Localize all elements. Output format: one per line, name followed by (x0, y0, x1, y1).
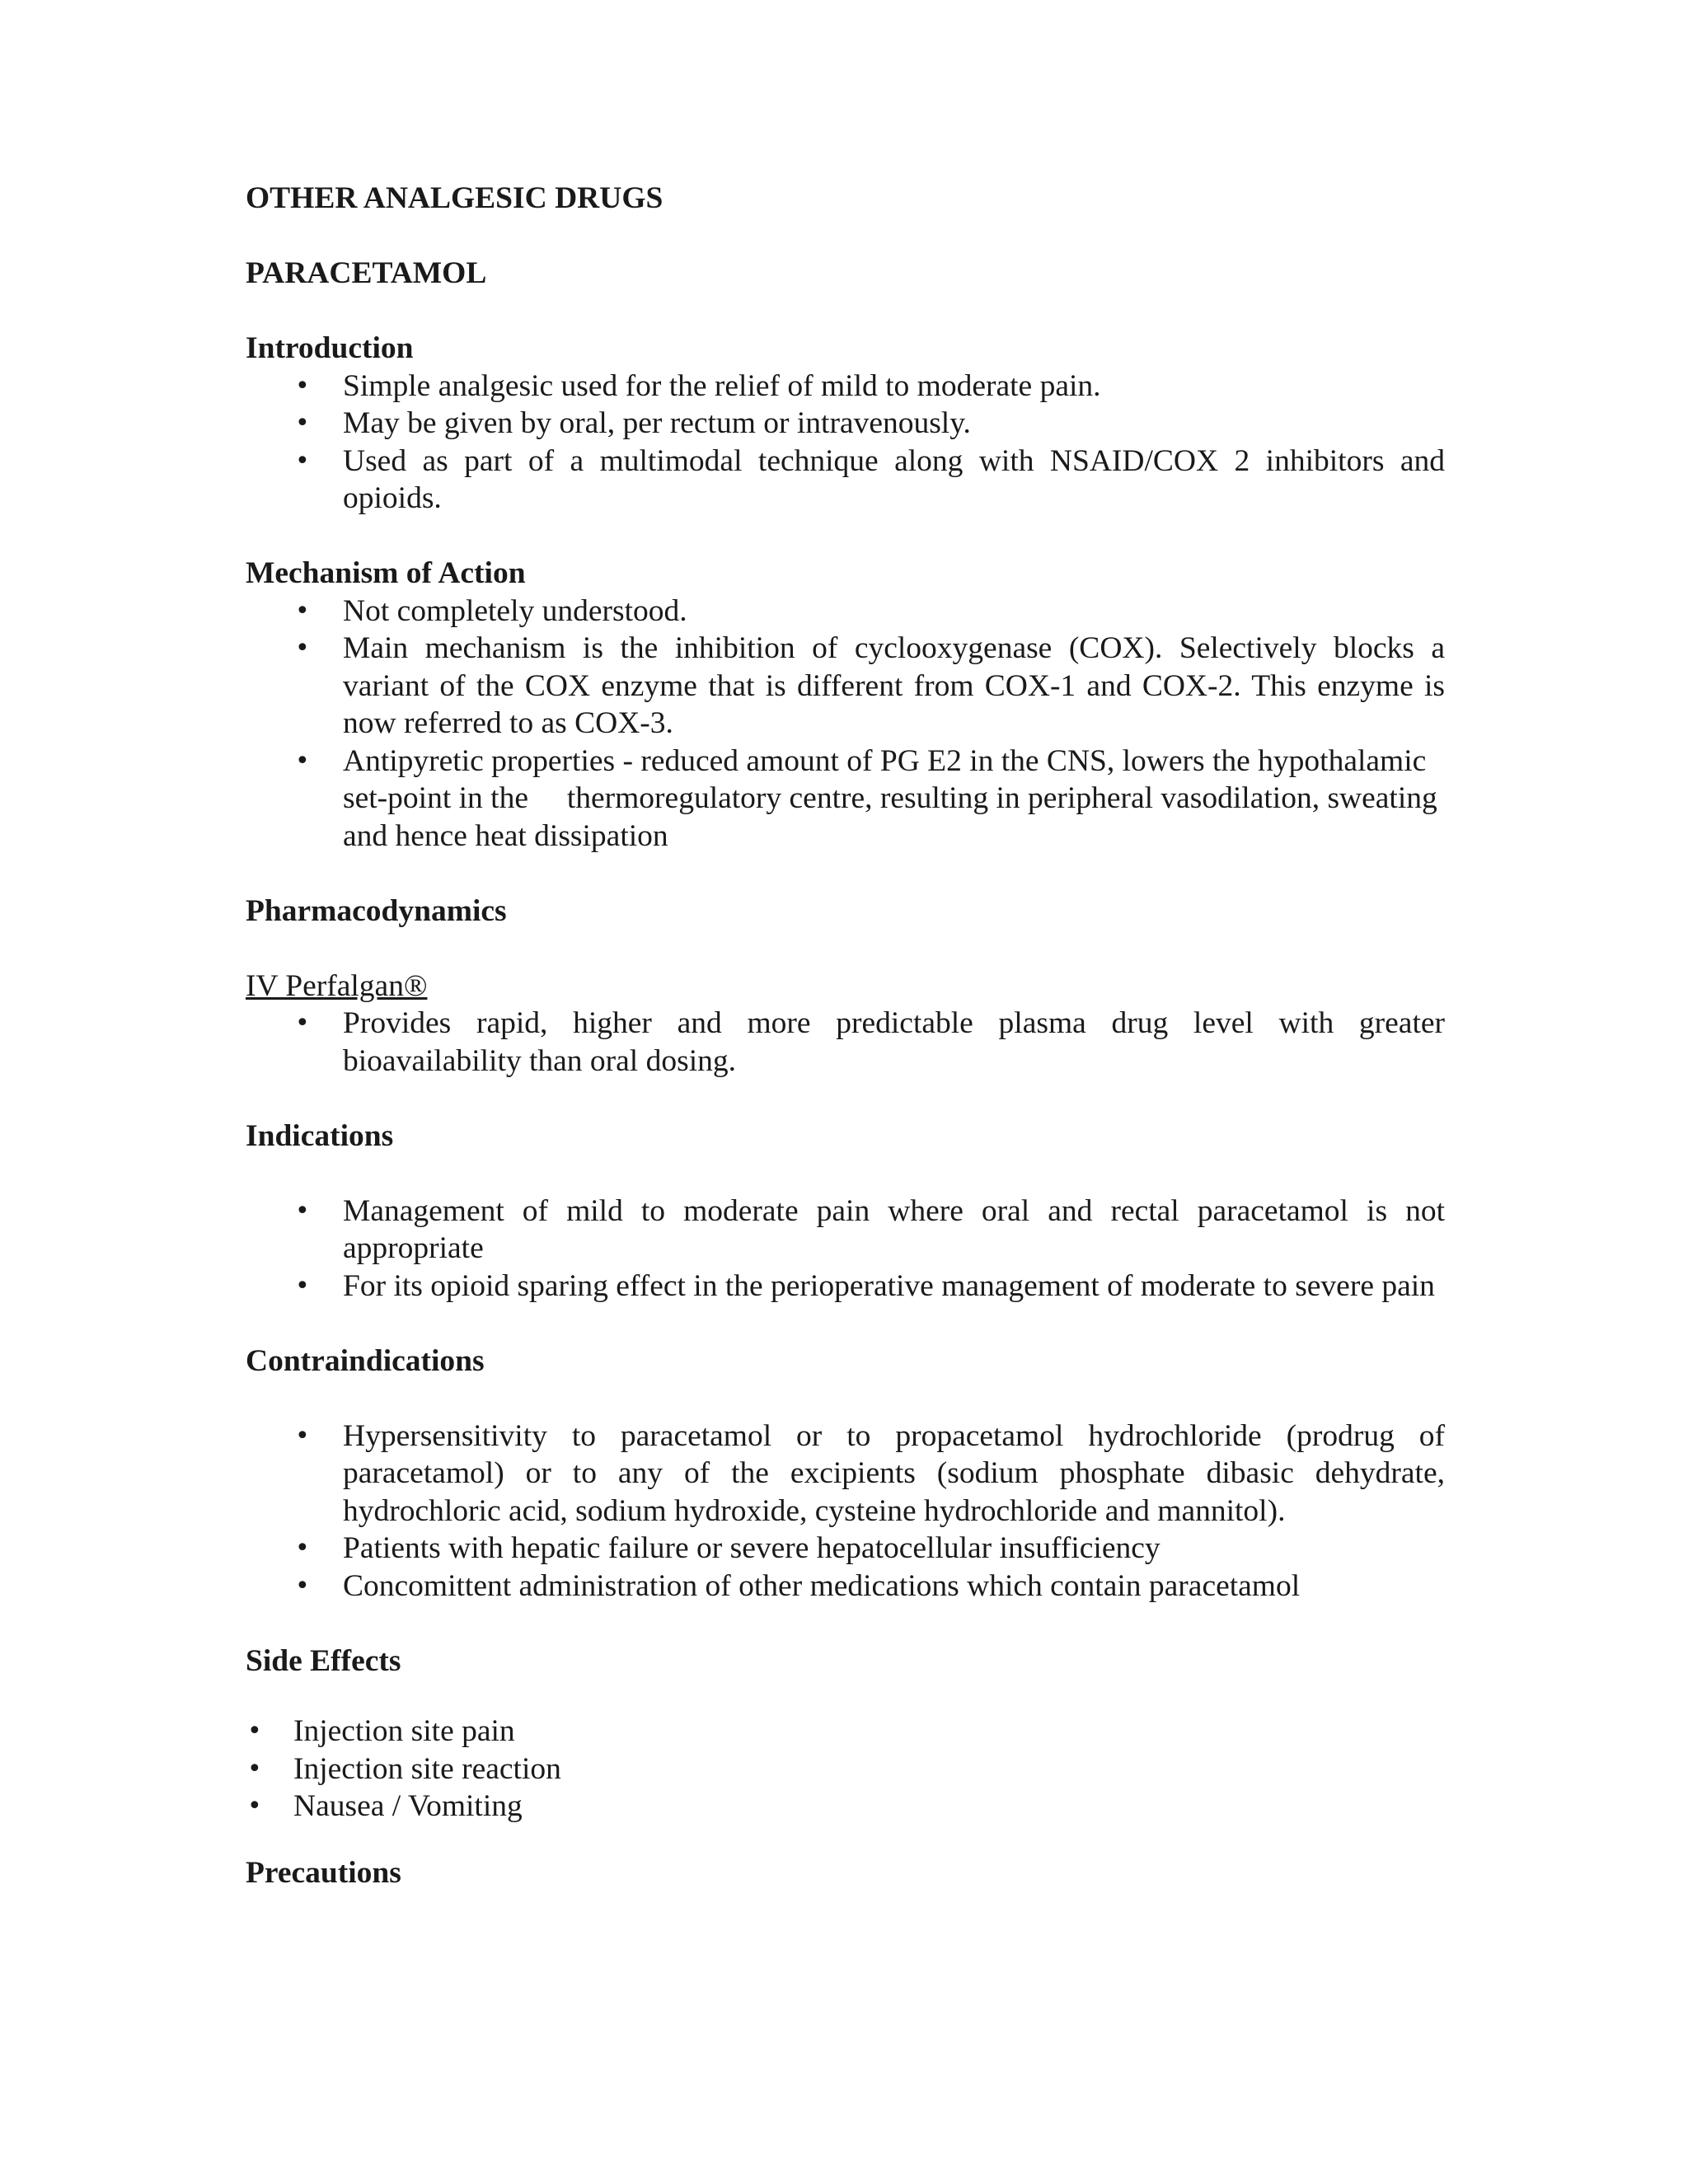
bullet-icon: • (295, 371, 310, 401)
list-item: • Concomittent administration of other medications which contain paracetamol (246, 1568, 1445, 1605)
bullet-list (246, 1193, 1445, 1305)
list-item: • Provides rapid, higher and more predictable plasma drug level with greater bioavailability than oral dosing. (295, 1006, 1445, 1078)
bullet-icon: • (295, 446, 310, 476)
section-heading: Mechanism of Action (246, 556, 526, 590)
bullet-list (246, 1005, 1445, 1080)
section-heading: Side Effects (246, 1643, 401, 1678)
bullet-icon: • (247, 1792, 262, 1821)
product-subheading: IV Perfalgan® (246, 968, 428, 1003)
section-pharmacodynamics (246, 893, 1445, 1080)
section-heading: Indications (246, 1118, 394, 1153)
bullet-icon: • (295, 1271, 310, 1301)
list-item: • Patients with hepatic failure or severe hepatocellular insufficiency (246, 1530, 1445, 1568)
bullet-icon: • (295, 1196, 310, 1226)
bullet-icon: • (295, 409, 310, 438)
list-item: • Main mechanism is the inhibition of cyclooxygenase (COX). Selectively blocks a variant of the COX enzyme that is different from COX-1 and COX-2. This enzyme is now referred to as COX-3. (295, 631, 1445, 740)
bullet-icon: • (295, 1534, 310, 1563)
bullet-icon: • (295, 1009, 310, 1038)
section-heading: Pharmacodynamics (246, 893, 507, 928)
section-heading: Contraindications (246, 1343, 485, 1378)
bullet-icon: • (247, 1717, 262, 1746)
bullet-list (246, 593, 1445, 855)
list-item: • Not completely understood. (246, 593, 1445, 630)
bullet-icon: • (295, 1421, 310, 1451)
list-item: • May be given by oral, per rectum or intravenously. (246, 405, 1445, 443)
bullet-icon: • (295, 634, 310, 663)
list-item: • Antipyretic properties - reduced amount of PG E2 in the CNS, lowers the hypothalamic set-point in the thermoregulatory centre, resulting in peripheral vasodilation, sweating and hence heat dissipation (295, 743, 1446, 853)
list-item: • Injection site pain (246, 1713, 1445, 1750)
section-precautions (246, 1854, 1445, 1892)
bullet-list (246, 1713, 1445, 1825)
list-item: • Hypersensitivity to paracetamol or to propacetamol hydrochloride (prodrug of paracetamol) or to any of the excipients (sodium phosphate dibasic dehydrate, hydrochloric acid, sodium hydroxide, cysteine hydrochloride and mannitol). (295, 1418, 1445, 1528)
list-item: • Nausea / Vomiting (246, 1788, 1445, 1825)
list-item: • Injection site reaction (246, 1750, 1445, 1788)
bullet-list (246, 368, 1445, 518)
section-introduction (246, 330, 1445, 518)
bullet-icon: • (295, 596, 310, 626)
section-side-effects (246, 1643, 1445, 1825)
drug-name-heading: PARACETAMOL (246, 256, 487, 290)
bullet-icon: • (295, 1571, 310, 1601)
bullet-icon: • (247, 1754, 262, 1783)
document-title: OTHER ANALGESIC DRUGS (246, 181, 663, 215)
list-item: • Used as part of a multimodal technique along with NSAID/COX 2 inhibitors and opioids. (295, 443, 1445, 515)
list-item: • Simple analgesic used for the relief of mild to moderate pain. (246, 368, 1445, 405)
section-contraindications (246, 1343, 1445, 1605)
section-heading: Precautions (246, 1855, 401, 1890)
bullet-list (246, 1418, 1445, 1605)
list-item: • Management of mild to moderate pain where oral and rectal paracetamol is not appropriate (295, 1193, 1445, 1265)
section-heading: Introduction (246, 331, 414, 365)
bullet-icon: • (295, 746, 310, 776)
list-item: • For its opioid sparing effect in the perioperative management of moderate to severe pain (246, 1268, 1445, 1305)
section-indications (246, 1118, 1445, 1305)
section-mechanism (246, 555, 1445, 855)
document-page (246, 180, 1445, 1891)
